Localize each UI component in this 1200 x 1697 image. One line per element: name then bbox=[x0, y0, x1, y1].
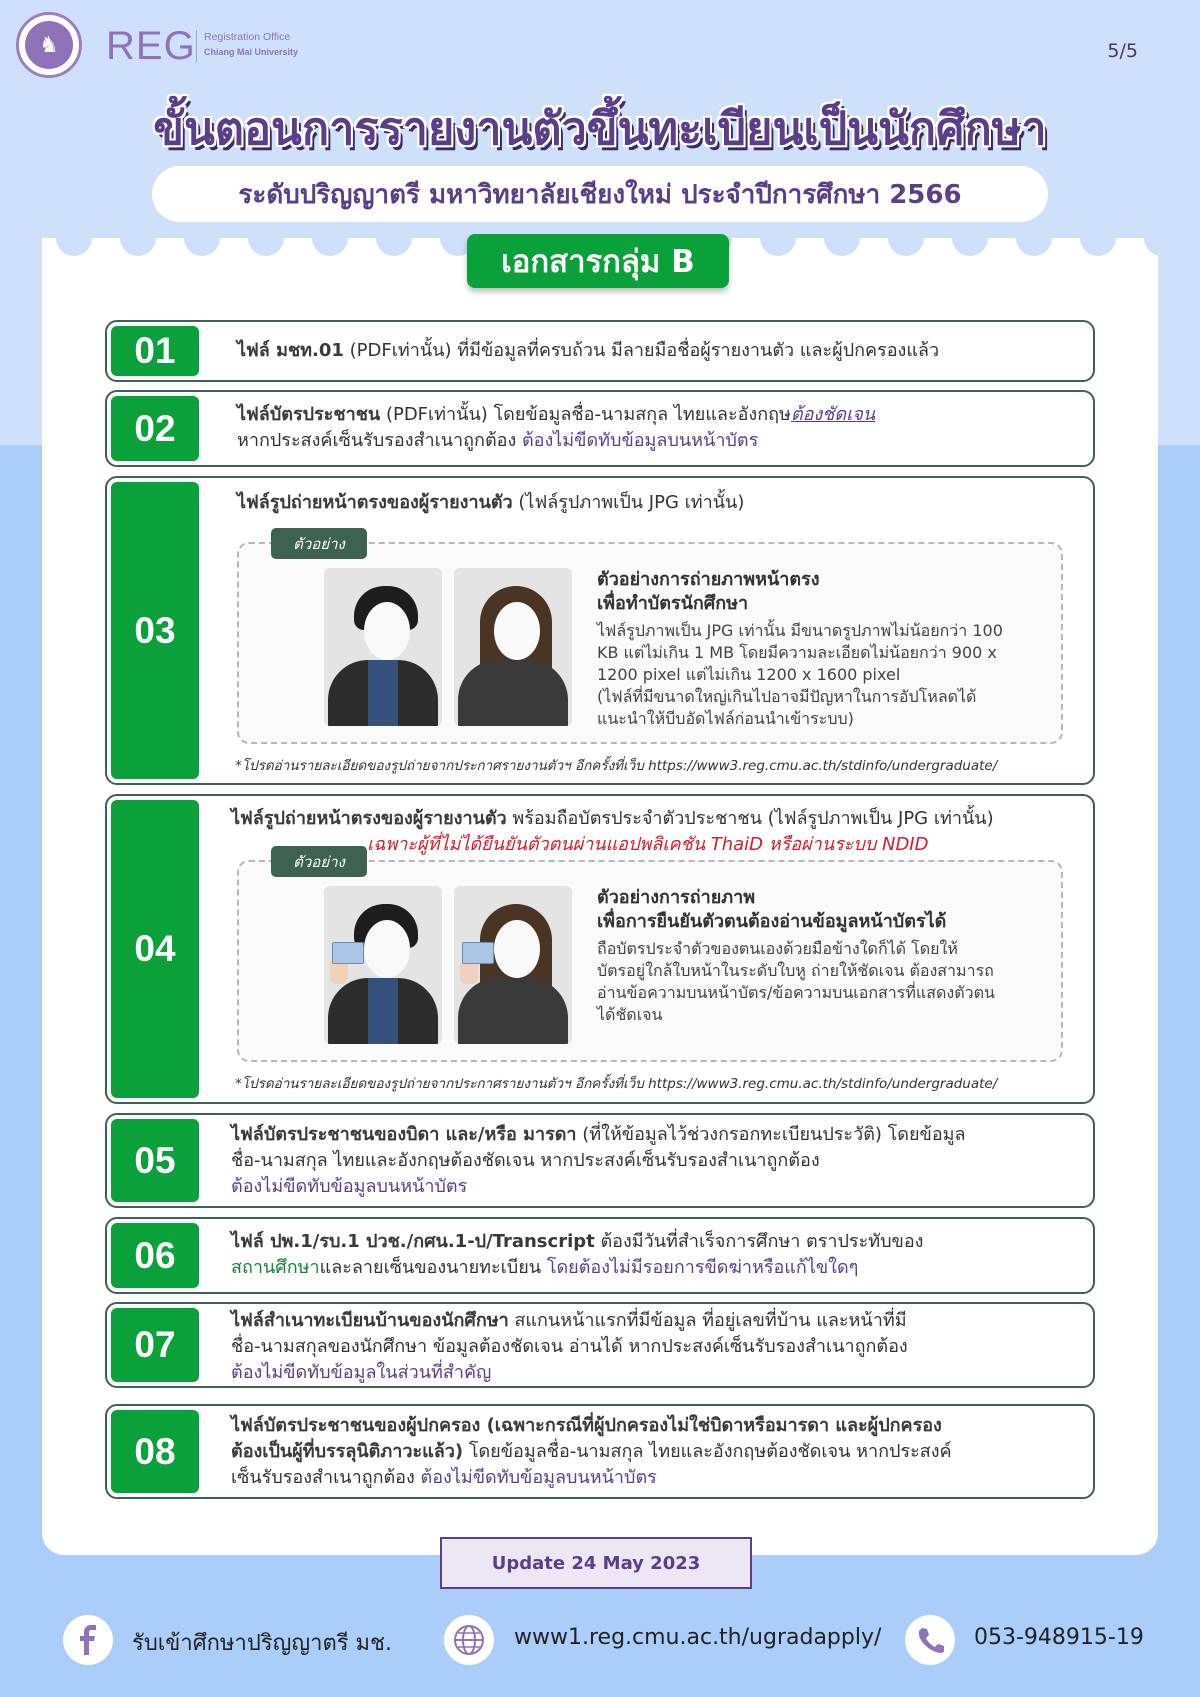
item-text: ไฟล์บัตรประชาชนของบิดา และ/หรือ มารดา (ที่ให้ข้อมูลไว้ช่วงกรอกทะเบียนประวัติ) โดยข้อมูล ชื่อ-นามสกุล ไทยและอังกฤษต้องชัดเจน หากประสงค์เซ็นรับรองสำเนาถูกต้อง ต้องไม่ขีดทับข้อมูลบนหน้าบัตร bbox=[231, 1124, 966, 1197]
item-text: ไฟล์ มชท.01 (PDFเท่านั้น) ที่มีข้อมูลที่ครบถ้วน มีลายมือชื่อผู้รายงานตัว และผู้ปกครองแล้ว bbox=[237, 340, 940, 361]
page-title: ขั้นตอนการรายงานตัวขึ้นทะเบียนเป็นนักศึกษา bbox=[153, 102, 1047, 155]
item-02 bbox=[105, 390, 1095, 467]
item-05 bbox=[105, 1113, 1095, 1208]
item-text: ไฟล์สำเนาทะเบียนบ้านของนักศึกษา สแกนหน้าแรกที่มีข้อมูล ที่อยู่เลขที่บ้าน และหน้าที่มี ชื่อ-นามสกุลของนักศึกษา ข้อมูลต้องชัดเจน อ่านได้ หากประสงค์เซ็นรับรองสำเนาถูกต้อง ต้องไม่ขีดทับข้อมูลในส่วนที่สำคัญ bbox=[231, 1310, 908, 1383]
facebook-link[interactable]: รับเข้าศึกษาปริญญาตรี มช. bbox=[132, 1631, 392, 1656]
group-b-badge: เอกสารกลุ่ม B bbox=[467, 234, 729, 288]
item-text: ไฟล์รูปถ่ายหน้าตรงของผู้รายงานตัว พร้อมถือบัตรประจำตัวประชาชน (ไฟล์รูปภาพเป็น JPG เท่านั้น) เฉพาะผู้ที่ไม่ได้ยืนยันตัวตนผ่านแอปพลิเคชัน ThaiD หรือผ่านระบบ NDID bbox=[231, 808, 994, 855]
facebook-icon[interactable] bbox=[63, 1615, 113, 1665]
item-number: 04 bbox=[111, 800, 199, 1098]
example-title: ตัวอย่างการถ่ายภาพ เพื่อการยืนยันตัวตนต้องอ่านข้อมูลหน้าบัตรได้ bbox=[597, 887, 947, 932]
item-text: ไฟล์ ปพ.1/รบ.1 ปวช./กศน.1-ป/Transcript ต้องมีวันที่สำเร็จการศึกษา ตราประทับของ สถานศึกษาและลายเซ็นของนายทะเบียน โดยต้องไม่มีรอยการขีดฆ่าหรือแก้ไขใดๆ bbox=[231, 1231, 924, 1278]
globe-icon[interactable] bbox=[444, 1615, 494, 1665]
photo-note: *โปรดอ่านรายละเอียดของรูปถ่ายจากประกาศรายงานตัวฯ อีกครั้งที่เว็บ https://www3.reg.cmu.ac.th/stdinfo/undergraduate/ bbox=[235, 758, 998, 774]
item-text: ไฟล์บัตรประชาชน (PDFเท่านั้น) โดยข้อมูลชื่อ-นามสกุล ไทยและอังกฤษต้องชัดเจน หากประสงค์เซ็นรับรองสำเนาถูกต้อง ต้องไม่ขีดทับข้อมูลบนหน้าบัตร bbox=[237, 404, 876, 451]
logo-divider bbox=[196, 30, 197, 62]
item-number: 02 bbox=[111, 396, 199, 461]
item-07 bbox=[105, 1302, 1095, 1388]
example-photo-female bbox=[454, 568, 572, 726]
example-photo-female-with-id bbox=[454, 886, 572, 1044]
item-01 bbox=[105, 320, 1095, 382]
item-number: 06 bbox=[111, 1223, 199, 1288]
example-tag: ตัวอย่าง bbox=[271, 528, 367, 559]
logo-subtitle-2: Chiang Mai University bbox=[204, 47, 299, 57]
example-description: ถือบัตรประจำตัวของตนเองด้วยมือข้างใดก็ได้ โดยให้ บัตรอยู่ใกล้ใบหน้าในระดับใบหู ถ่ายให้ชัดเจน ต้องสามารถ อ่านข้อความบนหน้าบัตร/ข้อความบนเอกสารที่แสดงตัวตน ได้ชัดเจน bbox=[597, 939, 995, 1024]
example-title: ตัวอย่างการถ่ายภาพหน้าตรง เพื่อทำบัตรนักศึกษา bbox=[597, 569, 820, 614]
phone-icon[interactable] bbox=[905, 1615, 955, 1665]
scallop bbox=[760, 238, 796, 256]
scallop bbox=[376, 238, 412, 256]
scallop bbox=[248, 238, 284, 256]
scallop bbox=[952, 238, 988, 256]
scallop bbox=[184, 238, 220, 256]
scallop bbox=[120, 238, 156, 256]
website-link[interactable]: www1.reg.cmu.ac.th/ugradapply/ bbox=[514, 1625, 882, 1650]
item-06 bbox=[105, 1217, 1095, 1294]
item-number: 07 bbox=[111, 1308, 199, 1382]
photo-note: *โปรดอ่านรายละเอียดของรูปถ่ายจากประกาศรายงานตัวฯ อีกครั้งที่เว็บ https://www3.reg.cmu.ac.th/stdinfo/undergraduate/ bbox=[235, 1076, 998, 1092]
item-03 bbox=[105, 476, 1095, 785]
scallop bbox=[824, 238, 860, 256]
item-number: 05 bbox=[111, 1119, 199, 1202]
item-number: 01 bbox=[111, 326, 199, 376]
example-description: ไฟล์รูปภาพเป็น JPG เท่านั้น มีขนาดรูปภาพไม่น้อยกว่า 100 KB แต่ไม่เกิน 1 MB โดยมีความละเอียดไม่น้อยกว่า 900 x 1200 pixel แต่ไม่เกิน 1200 x 1600 pixel (ไฟล์ที่มีขนาดใหญ่เกินไปอาจมีปัญหาในการอัปโหลดได้ แนะนำให้บีบอัดไฟล์ก่อนนำเข้าระบบ) bbox=[597, 621, 1003, 728]
logo-subtitle-1: Registration Office bbox=[204, 31, 291, 43]
item-text: ไฟล์รูปถ่ายหน้าตรงของผู้รายงานตัว (ไฟล์รูปภาพเป็น JPG เท่านั้น) bbox=[237, 492, 745, 513]
example-tag: ตัวอย่าง bbox=[271, 846, 367, 877]
page-number: 5/5 bbox=[1107, 40, 1138, 62]
phone-number[interactable]: 053-948915-19 bbox=[974, 1625, 1144, 1650]
scallop bbox=[1144, 238, 1158, 256]
example-photo-male bbox=[324, 568, 442, 726]
item-08 bbox=[105, 1404, 1095, 1499]
cmu-seal-icon: ♞ bbox=[16, 12, 82, 78]
page-subtitle: ระดับปริญญาตรี มหาวิทยาลัยเชียงใหม่ ประจำปีการศึกษา 2566 bbox=[152, 166, 1048, 222]
item-number: 08 bbox=[111, 1410, 199, 1493]
scallop bbox=[888, 238, 924, 256]
update-date-badge: Update 24 May 2023 bbox=[440, 1537, 752, 1589]
id-card-icon bbox=[332, 942, 364, 964]
example-photo-male-with-id bbox=[324, 886, 442, 1044]
item-number: 03 bbox=[111, 482, 199, 779]
id-card-icon bbox=[462, 942, 494, 964]
scallop bbox=[56, 238, 92, 256]
scallop bbox=[312, 238, 348, 256]
reg-logo-text: REG bbox=[106, 24, 196, 68]
item-text: ไฟล์บัตรประชาชนของผู้ปกครอง (เฉพาะกรณีที่ผู้ปกครองไม่ใช่บิดาหรือมารดา และผู้ปกครอง ต้องเป็นผู้ที่บรรลุนิติภาวะแล้ว) โดยข้อมูลชื่อ-นามสกุล ไทยและอังกฤษต้องชัดเจน หากประสงค์ เซ็นรับรองสำเนาถูกต้อง ต้องไม่ขีดทับข้อมูลบนหน้าบัตร bbox=[231, 1415, 952, 1488]
scallop bbox=[1016, 238, 1052, 256]
scallop bbox=[1080, 238, 1116, 256]
item-04 bbox=[105, 794, 1095, 1104]
